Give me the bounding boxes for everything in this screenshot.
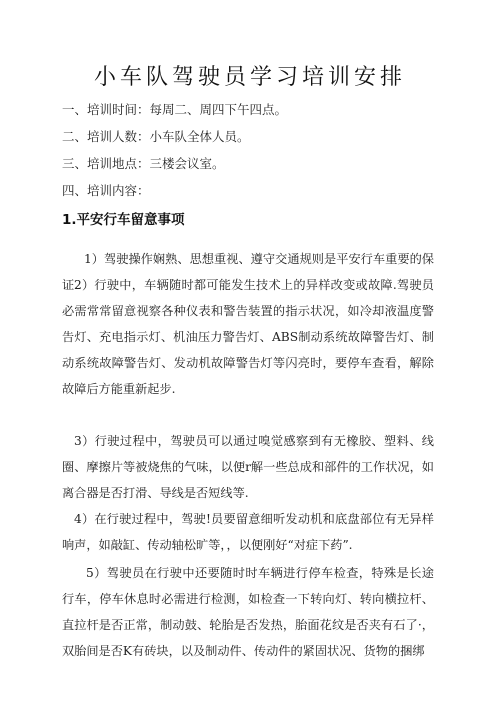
info-training-content: 四、培训内容： xyxy=(62,183,150,198)
paragraph-1: 1）驾驶操作娴熟、思想重视、遵守交通规则是平安行车重要的保证. xyxy=(62,252,434,292)
paragraph-4: 4）在行驶过程中，驾驶!员要留意细听发动机和底盘部位有无异样响声，如敲缸、传动轴松旷等，，以便刚好“对症下药”. xyxy=(62,512,434,552)
info-training-people: 二、培训人数：小车队全体人员。 xyxy=(62,129,250,144)
paragraph-3: 3）行驶过程中，驾驶员可以通过嗅觉感察到有无橡胶、塑料、线圈、摩擦片等被烧焦的气味，以便r解一些总成和部件的工作状况，如离合器是否打滑、导线是否短线等. xyxy=(62,434,434,500)
document-title: 小车队驾驶员学习培训安排 xyxy=(93,65,406,90)
paragraph-5: 5）驾驶员在行驶中还要随时时车辆进行停车检查，特殊是长途行车，停车休息时必需进行检测，如检查一下转向灯、转向横拉杆、直拉杆是否正常，制动鼓、轮胎是否发热，胎面花纹是否夹有石了·，双胎间是否K有砖块，以及制动件、传动件的紧固状况、货物的捆绑 xyxy=(62,566,434,658)
paragraph-2: 2）行驶中，车辆随时都可能发生技术上的异样改变或故障.驾驶员必需常常留意视察各种仪表和警告装置的指示状况，如冷却液温度警告灯、充电指示灯、机油压力警告灯、ABS制动系统故障警告灯、制动系统故障警告灯、发动机故障警告灯等闪亮时，要停车查看，解除故障后方能重新起步. xyxy=(62,278,434,396)
info-training-location: 三、培训地点：三楼会议室。 xyxy=(62,156,225,171)
section-heading: 1.平安行车留意事项 xyxy=(62,212,185,228)
info-training-time: 一、培训时间：每周二、周四下午四点。 xyxy=(62,102,288,117)
